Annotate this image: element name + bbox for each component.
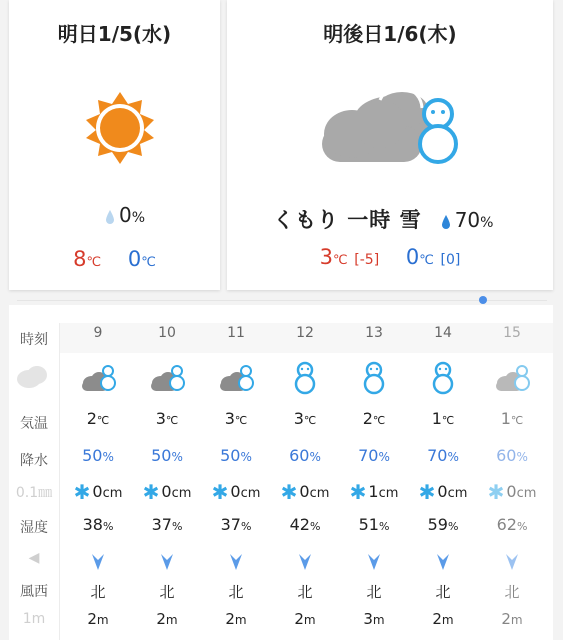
humidity-value: 62	[496, 515, 517, 534]
wind-speed-unit: m	[441, 613, 454, 627]
wind-speed-cell	[482, 610, 542, 628]
snowman-icon	[344, 359, 404, 395]
raindrop-icon	[105, 209, 115, 225]
row-label-time: 時刻	[20, 332, 48, 348]
raindrop-icon	[441, 214, 451, 230]
precip-value: 50	[220, 446, 241, 465]
snow-cell	[482, 480, 542, 504]
wind-arrow-icon: ◀	[28, 550, 40, 566]
card-date: 明日1/5(水)	[57, 22, 172, 46]
precip-value: 60	[289, 446, 310, 465]
snow-icon: ✱	[418, 480, 436, 504]
temp-unit: ℃	[96, 414, 110, 427]
precip-value: 0	[119, 203, 132, 227]
wind-speed-unit: m	[96, 613, 109, 627]
wind-direction: 北	[504, 583, 520, 601]
temp-cell	[206, 409, 266, 428]
snow-icon: ✱	[73, 480, 91, 504]
wind-speed-unit: m	[165, 613, 178, 627]
cloud-snowman-icon	[206, 359, 266, 395]
temp-unit: ℃	[372, 414, 386, 427]
humidity-unit: %	[240, 520, 252, 533]
humidity-unit: %	[516, 520, 528, 533]
temp-unit: ℃	[234, 414, 248, 427]
temperature-range	[9, 247, 220, 271]
high-temp: 8℃	[73, 247, 102, 271]
snow-cell	[137, 480, 197, 504]
humidity-unit: %	[309, 520, 321, 533]
snow-cell	[68, 480, 128, 504]
precip-cell	[68, 446, 128, 465]
snow-unit: cm	[378, 486, 399, 501]
snow-unit: cm	[240, 486, 261, 501]
row-label-humidity: 湿度	[20, 520, 48, 536]
hour-label: 13	[365, 325, 383, 341]
cloud-snowman-icon	[322, 78, 462, 168]
snow-cell	[206, 480, 266, 504]
precip-value: 50	[151, 446, 172, 465]
temp-unit: ℃	[303, 414, 317, 427]
precip-unit: %	[171, 450, 183, 464]
wind-speed-value: 2	[501, 610, 511, 628]
temp-value: 3	[155, 409, 166, 428]
precip-unit: %	[378, 450, 390, 464]
hour-label: 10	[158, 325, 176, 341]
snow-value: 0	[161, 482, 172, 501]
precip-cell	[344, 446, 404, 465]
humidity-value: 37	[151, 515, 172, 534]
precip-unit: %	[480, 215, 494, 231]
wind-direction: 北	[90, 583, 106, 601]
wind-speed-cell	[137, 610, 197, 628]
hour-label: 12	[296, 325, 314, 341]
humidity-cell	[344, 515, 404, 534]
humidity-unit: %	[447, 520, 459, 533]
wind-speed-cell	[413, 610, 473, 628]
snow-icon: ✱	[487, 480, 505, 504]
temp-unit: ℃	[165, 414, 179, 427]
weather-and-precip	[273, 204, 493, 234]
high-temp: 3℃ [-5]	[319, 245, 380, 269]
low-temp: 0℃	[127, 247, 156, 271]
humidity-value: 38	[82, 515, 103, 534]
wind-speed-cell	[206, 610, 266, 628]
humidity-value: 51	[358, 515, 379, 534]
row-label-wind-speed: 1m	[22, 611, 46, 627]
humidity-unit: %	[171, 520, 183, 533]
precip-unit: %	[240, 450, 252, 464]
cloud-snowman-icon	[137, 359, 197, 395]
low-temp: 0℃ [0]	[405, 245, 461, 269]
precip-cell	[275, 446, 335, 465]
humidity-value: 42	[289, 515, 310, 534]
hour-label: 14	[434, 325, 452, 341]
wind-speed-cell	[344, 610, 404, 628]
wind-direction-arrow-icon	[436, 553, 450, 571]
wind-direction: 北	[159, 583, 175, 601]
wind-speed-unit: m	[372, 613, 385, 627]
humidity-unit: %	[378, 520, 390, 533]
precip-unit: %	[102, 450, 114, 464]
precip-value: 70	[427, 446, 448, 465]
precip-cell	[206, 446, 266, 465]
snow-value: 0	[92, 482, 103, 501]
wind-speed-value: 2	[156, 610, 166, 628]
wind-direction: 北	[297, 583, 313, 601]
temp-cell	[344, 409, 404, 428]
wind-speed-unit: m	[510, 613, 523, 627]
wind-speed-value: 2	[294, 610, 304, 628]
precip-value: 60	[496, 446, 517, 465]
cloud-icon	[15, 363, 49, 389]
snow-value: 0	[230, 482, 241, 501]
precip-chance	[105, 203, 145, 227]
forecast-card-tomorrow[interactable]	[9, 0, 220, 290]
humidity-cell	[275, 515, 335, 534]
humidity-cell	[68, 515, 128, 534]
sun-icon	[82, 90, 158, 166]
snow-unit: cm	[171, 486, 192, 501]
wind-speed-unit: m	[303, 613, 316, 627]
temp-value: 3	[293, 409, 304, 428]
wind-speed-cell	[275, 610, 335, 628]
temp-value: 1	[431, 409, 442, 428]
hour-label: 15	[503, 325, 521, 341]
wind-speed-value: 2	[432, 610, 442, 628]
humidity-cell	[413, 515, 473, 534]
humidity-value: 59	[427, 515, 448, 534]
snow-value: 1	[368, 482, 379, 501]
card-date: 明後日1/6(木)	[323, 22, 457, 46]
precip-unit: %	[516, 450, 528, 464]
snow-value: 0	[506, 482, 517, 501]
precip-cell	[482, 446, 542, 465]
precip-unit: %	[309, 450, 321, 464]
precip-value: 70	[454, 208, 481, 232]
wind-direction-arrow-icon	[91, 553, 105, 571]
wind-speed-cell	[68, 610, 128, 628]
humidity-cell	[206, 515, 266, 534]
snowman-icon	[413, 359, 473, 395]
row-label-temp: 気温	[20, 416, 48, 432]
precip-value: 70	[358, 446, 379, 465]
wind-speed-value: 2	[87, 610, 97, 628]
humidity-cell	[482, 515, 542, 534]
snow-unit: cm	[309, 486, 330, 501]
humidity-cell	[137, 515, 197, 534]
snow-icon: ✱	[349, 480, 367, 504]
snow-unit: cm	[102, 486, 123, 501]
cloud-snowman-icon	[68, 359, 128, 395]
temp-cell	[413, 409, 473, 428]
temp-cell	[275, 409, 335, 428]
humidity-unit: %	[102, 520, 114, 533]
snow-icon: ✱	[211, 480, 229, 504]
temp-value: 1	[500, 409, 511, 428]
wind-direction-arrow-icon	[505, 553, 519, 571]
hour-label: 11	[227, 325, 245, 341]
weather-description: くもり 一時 雪	[273, 208, 422, 232]
hour-label: 9	[93, 325, 103, 341]
wind-direction-arrow-icon	[298, 553, 312, 571]
hourly-forecast-table[interactable]	[9, 305, 553, 640]
row-label-snow: 0.1㎜	[15, 485, 53, 501]
temp-cell	[68, 409, 128, 428]
temp-cell	[482, 409, 542, 428]
snow-cell	[275, 480, 335, 504]
scroll-indicator[interactable]	[479, 296, 487, 304]
snow-value: 0	[437, 482, 448, 501]
temperature-range	[227, 245, 553, 269]
snow-unit: cm	[516, 486, 537, 501]
cloud-snowman-icon	[482, 359, 542, 395]
row-label-wind: 風西	[20, 584, 48, 600]
temp-unit: ℃	[441, 414, 455, 427]
wind-direction-arrow-icon	[229, 553, 243, 571]
precip-unit: %	[131, 210, 146, 226]
temp-cell	[137, 409, 197, 428]
temp-value: 2	[362, 409, 373, 428]
snow-icon: ✱	[142, 480, 160, 504]
divider	[17, 300, 547, 301]
snow-unit: cm	[447, 486, 468, 501]
precip-cell	[413, 446, 473, 465]
wind-direction: 北	[366, 583, 382, 601]
wind-speed-unit: m	[234, 613, 247, 627]
snow-cell	[344, 480, 404, 504]
temp-unit: ℃	[510, 414, 524, 427]
wind-speed-value: 2	[225, 610, 235, 628]
snow-cell	[413, 480, 473, 504]
temp-value: 3	[224, 409, 235, 428]
wind-direction: 北	[228, 583, 244, 601]
row-label-precip: 降水	[20, 453, 48, 469]
snow-value: 0	[299, 482, 310, 501]
precip-cell	[137, 446, 197, 465]
wind-direction-arrow-icon	[160, 553, 174, 571]
humidity-value: 37	[220, 515, 241, 534]
wind-direction-arrow-icon	[367, 553, 381, 571]
wind-speed-value: 3	[363, 610, 373, 628]
wind-direction: 北	[435, 583, 451, 601]
snowman-icon	[275, 359, 335, 395]
snow-icon: ✱	[280, 480, 298, 504]
forecast-card-day-after[interactable]	[227, 0, 553, 290]
precip-unit: %	[447, 450, 459, 464]
column-divider	[59, 323, 60, 640]
precip-value: 50	[82, 446, 103, 465]
temp-value: 2	[86, 409, 97, 428]
